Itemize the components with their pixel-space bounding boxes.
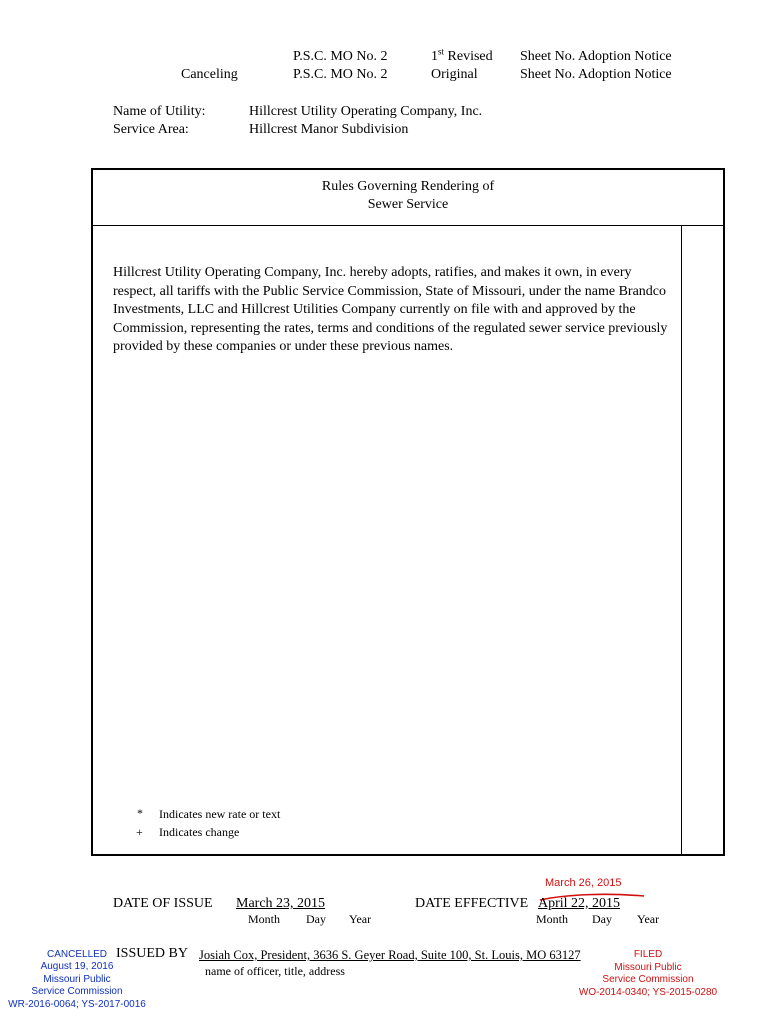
issue-day-caption: Day — [306, 912, 326, 926]
canceling-label: Canceling — [181, 67, 238, 82]
legend-symbol-change: + — [136, 825, 143, 839]
psc-number-current: P.S.C. MO No. 2 — [293, 49, 388, 64]
issued-by-label: ISSUED BY — [116, 946, 188, 961]
cancelled-stamp-line: Service Commission — [31, 986, 123, 997]
sheet-number-current: Sheet No. Adoption Notice — [520, 49, 672, 64]
date-effective-value: April 22, 2015 — [538, 896, 621, 911]
margin-column-divider — [681, 225, 682, 854]
tariff-box — [91, 168, 725, 856]
cancelled-stamp-line: WR-2016-0064; YS-2017-0016 — [8, 998, 146, 1010]
utility-label: Name of Utility: — [113, 104, 206, 119]
service-area-label: Service Area: — [113, 122, 189, 137]
tariff-title — [93, 178, 723, 214]
issue-month-caption: Month — [248, 912, 281, 926]
filed-stamp-line: Missouri Public — [614, 961, 682, 973]
received-date-stamp: March 26, 2015 — [545, 877, 622, 889]
filed-stamp-line: Service Commission — [602, 974, 694, 985]
effective-year-caption: Year — [637, 912, 660, 926]
issue-year-caption: Year — [349, 912, 372, 926]
issued-by-caption: name of officer, title, address — [205, 964, 345, 978]
revision-current: 1st Revised — [431, 46, 493, 64]
cancelled-stamp-title: CANCELLED — [47, 949, 108, 960]
legend-symbol-new: * — [137, 806, 143, 820]
adoption-notice-text: Hillcrest Utility Operating Company, Inc. hereby adopts, ratifies, and makes it own, in every respect, all tariffs with the Public Service Commission, State of Missouri, under the name Brandco Investments, LLC and Hillcrest Utilities Company currently on file with and approved by the Commission, representing the rates, terms and conditions of the regulated sewer service previously provided by these companies or under these previous names. — [113, 265, 668, 354]
cancelled-stamp-line: Missouri Public — [43, 973, 111, 985]
effective-day-caption: Day — [592, 912, 612, 926]
service-area-value: Hillcrest Manor Subdivision — [249, 122, 409, 137]
cancelled-stamp-line: August 19, 2016 — [40, 961, 114, 972]
title-divider — [93, 225, 723, 226]
filed-stamp-line: WO-2014-0340; YS-2015-0280 — [578, 986, 718, 998]
issued-by-value: Josiah Cox, President, 3636 S. Geyer Road, Suite 100, St. Louis, MO 63127 — [199, 948, 581, 962]
date-effective-label: DATE EFFECTIVE — [415, 896, 529, 911]
psc-number-canceled: P.S.C. MO No. 2 — [293, 67, 388, 82]
revision-canceled: Original — [431, 67, 478, 82]
legend-text-new: Indicates new rate or text — [159, 807, 281, 821]
sheet-number-canceled: Sheet No. Adoption Notice — [520, 67, 672, 82]
filed-stamp — [566, 949, 730, 999]
cancelled-stamp — [0, 961, 154, 1011]
date-of-issue-value: March 23, 2015 — [236, 896, 326, 911]
tariff-title-line2: Sewer Service — [367, 197, 449, 212]
date-of-issue-label: DATE OF ISSUE — [113, 896, 213, 911]
tariff-title-line1: Rules Governing Rendering of — [321, 179, 495, 194]
filed-stamp-line: FILED — [633, 949, 663, 960]
utility-value: Hillcrest Utility Operating Company, Inc. — [249, 104, 483, 119]
legend-text-change: Indicates change — [159, 825, 240, 839]
effective-month-caption: Month — [536, 912, 569, 926]
